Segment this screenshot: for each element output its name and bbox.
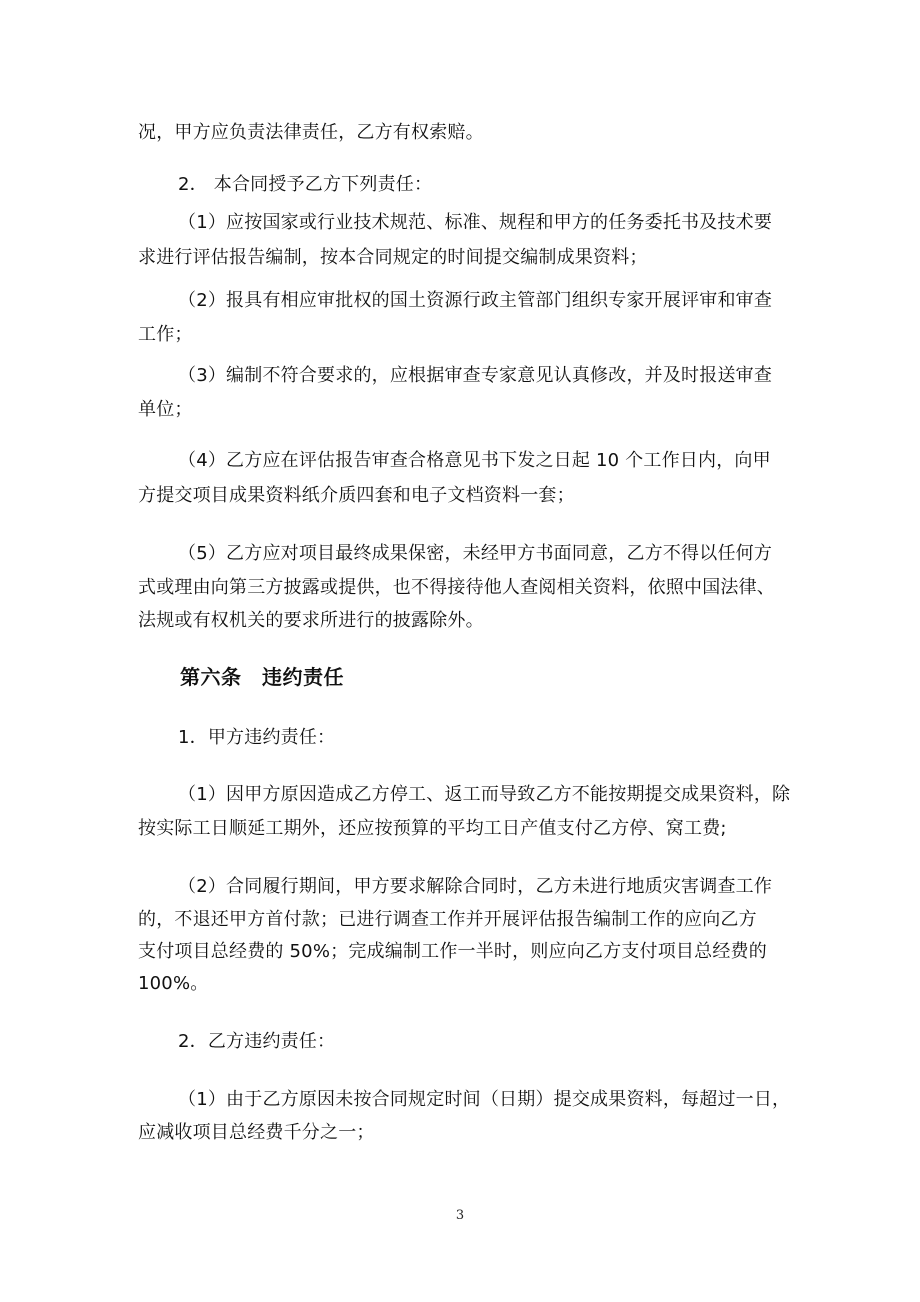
paragraph-line: 方提交项目成果资料纸介质四套和电子文档资料一套； [138, 485, 575, 506]
paragraph-line: （2）报具有相应审批权的国土资源行政主管部门组织专家开展评审和审查 [178, 290, 773, 311]
clause-heading: 2．乙方违约责任： [178, 1031, 336, 1052]
page-number: 3 [455, 1208, 465, 1223]
paragraph-line: 工作； [138, 324, 193, 345]
clause-heading: 2． 本合同授予乙方下列责任： [178, 174, 433, 195]
paragraph-line: 式或理由向第三方披露或提供，也不得接待他人查阅相关资料，依照中国法律、 [138, 577, 775, 598]
paragraph-line: 按实际工日顺延工期外，还应按预算的平均工日产值支付乙方停、窝工费; [138, 818, 727, 839]
paragraph-line: 况，甲方应负责法律责任，乙方有权索赔。 [138, 122, 484, 143]
paragraph-line: 单位； [138, 399, 193, 420]
paragraph-line: （1）由于乙方原因未按合同规定时间（日期）提交成果资料，每超过一日， [178, 1089, 791, 1110]
paragraph-line: 100%。 [138, 973, 209, 994]
paragraph-line: （2）合同履行期间，甲方要求解除合同时，乙方未进行地质灾害调查工作 [178, 876, 773, 897]
paragraph-line: （3）编制不符合要求的，应根据审查专家意见认真修改，并及时报送审查 [178, 365, 773, 386]
paragraph-line: 求进行评估报告编制，按本合同规定的时间提交编制成果资料； [138, 247, 648, 268]
clause-heading: 1．甲方违约责任： [178, 727, 336, 748]
paragraph-line: （1）因甲方原因造成乙方停工、返工而导致乙方不能按期提交成果资料，除 [178, 784, 791, 805]
paragraph-line: 应减收项目总经费千分之一； [138, 1122, 375, 1143]
paragraph-line: 支付项目总经费的 50%；完成编制工作一半时，则应向乙方支付项目总经费的 [138, 941, 767, 962]
paragraph-line: 法规或有权机关的要求所进行的披露除外。 [138, 610, 484, 631]
paragraph-line: 的，不退还甲方首付款；已进行调查工作并开展评估报告编制工作的应向乙方 [138, 909, 757, 930]
paragraph-line: （4）乙方应在评估报告审查合格意见书下发之日起 10 个工作日内，向甲 [178, 450, 771, 471]
section-heading: 第六条 违约责任 [180, 665, 344, 689]
paragraph-line: （1）应按国家或行业技术规范、标准、规程和甲方的任务委托书及技术要 [178, 212, 773, 233]
paragraph-line: （5）乙方应对项目最终成果保密，未经甲方书面同意，乙方不得以任何方 [178, 543, 773, 564]
